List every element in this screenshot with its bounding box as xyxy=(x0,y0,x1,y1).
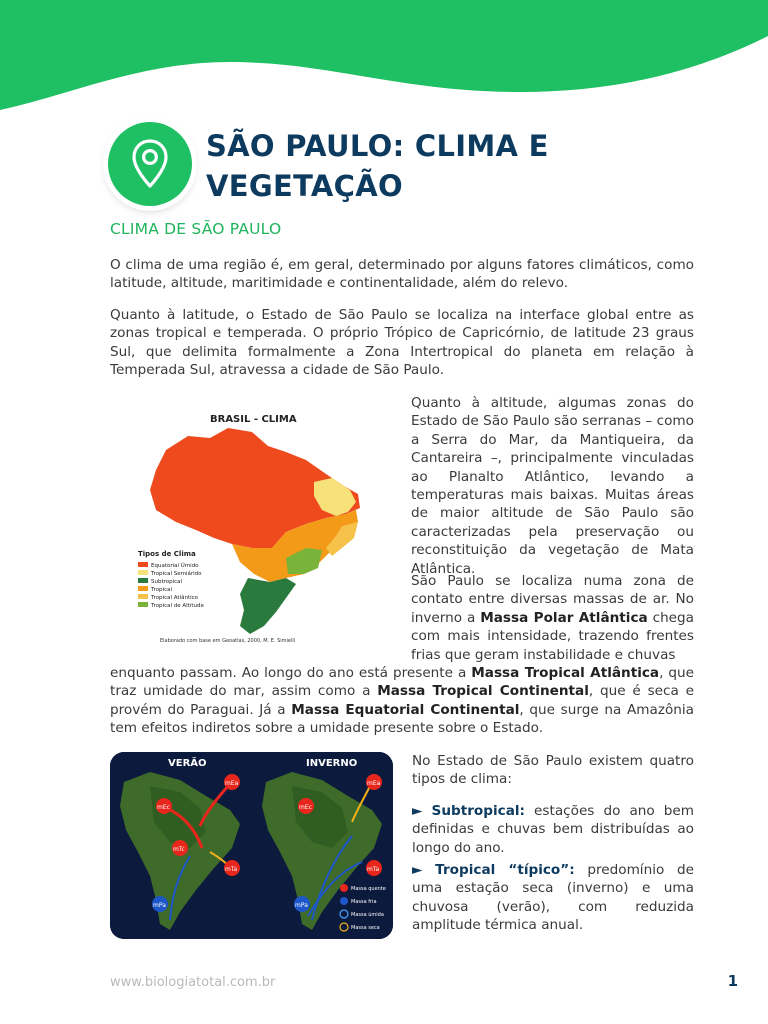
text-span: , que surge na Amazônia tem efeitos indiretos sobre a umidade presente sobre o Estado. xyxy=(110,701,694,737)
legend-label: Tropical xyxy=(151,587,172,593)
brazil-climate-map xyxy=(136,398,368,650)
term-tropical-continental: Massa Tropical Continental xyxy=(377,683,589,700)
header-wave xyxy=(0,0,768,140)
text-span: , que é seca e provém do Paraguai. Já a xyxy=(110,683,694,718)
legend-title: Tipos de Clima xyxy=(138,550,196,558)
bullet-text: predomínio de uma estação seca (inverno) e uma chuvosa (verão), com reduzida amplitude térmica anual. xyxy=(412,862,694,934)
text-span: , que traz umidade do mar, assim como a xyxy=(110,665,695,700)
bullet-marker: ► xyxy=(412,803,423,819)
section-heading: CLIMA DE SÃO PAULO xyxy=(110,220,282,238)
mass-label: mEa xyxy=(225,780,239,787)
legend-label: Massa úmida xyxy=(351,912,384,918)
paragraph-latitude: Quanto à latitude, o Estado de São Paulo se localiza na interface global entre as zonas tropical e temperada. O próprio Trópico de Capricórnio, de latitude 23 graus Sul, que delimita formalmente a Zona Intertropical do planeta em relação à Temperada Sul, atravessa a cidade de São Paulo. xyxy=(110,307,694,379)
text-span: São Paulo se localiza numa zona de contato entre diversas massas de ar. No inverno a xyxy=(411,573,694,626)
legend-label: Equatorial Úmido xyxy=(151,563,199,569)
term-polar-atlantic: Massa Polar Atlântica xyxy=(480,609,648,626)
mass-label: mPa xyxy=(295,902,308,909)
bullet-title: Subtropical: xyxy=(431,803,525,819)
paragraph-climate-types: No Estado de São Paulo existem quatro tipos de clima: xyxy=(412,753,694,788)
air-masses-map xyxy=(110,752,393,939)
text-span: enquanto passam. Ao longo do ano está presente a xyxy=(110,665,472,681)
term-equatorial-continental: Massa Equatorial Continental xyxy=(291,701,520,718)
page-number: 1 xyxy=(727,972,738,990)
mass-label: mEa xyxy=(367,780,381,787)
bullet-tropical xyxy=(412,861,694,935)
legend-label: Tropical Semiárido xyxy=(151,571,202,577)
legend-label: Tropical de Altitude xyxy=(151,603,204,609)
summer-label: VERÃO xyxy=(168,758,207,769)
mass-label: mTa xyxy=(225,866,238,873)
paragraph-air-masses-intro xyxy=(411,572,694,664)
term-tropical-atlantic: Massa Tropical Atlântica xyxy=(471,665,660,681)
bullet-title: Tropical “típico”: xyxy=(435,862,575,878)
legend-label: Massa quente xyxy=(351,886,386,892)
map-title: BRASIL - CLIMA xyxy=(210,414,297,425)
legend-label: Tropical Atlântico xyxy=(151,595,199,601)
title-line-1: SÃO PAULO: CLIMA E xyxy=(206,129,549,163)
location-pin-badge xyxy=(108,122,192,206)
bullet-text: estações do ano bem definidas e chuvas bem distribuídas ao longo do ano. xyxy=(412,803,694,856)
mass-label: mEc xyxy=(299,804,312,811)
mass-label: mTc xyxy=(173,846,185,853)
legend-label: Subtropical xyxy=(151,579,183,585)
text-span: chega com mais intensidade, trazendo frentes frias que geram instabilidade e chuvas xyxy=(411,609,695,663)
paragraph-factors: O clima de uma região é, em geral, determinado por alguns fatores climáticos, como latitude, altitude, maritimidade e continentalidade, além do relevo. xyxy=(110,257,694,292)
legend-label: Massa seca xyxy=(351,925,380,931)
bullet-marker: ► xyxy=(412,862,423,878)
paragraph-altitude: Quanto à altitude, algumas zonas do Estado de São Paulo são serranas – como a Serra do Mar, da Mantiqueira, da Cantareira –, principalmente vinculadas ao Planalto Atlântico, levando a temperaturas mais baixas. Muitas áreas de maior altitude de São Paulo são caracterizadas pela preservação ou reconstituição da vegetação de Mata Atlântica. xyxy=(411,395,694,577)
footer-website-link[interactable]: www.biologiatotal.com.br xyxy=(110,975,276,990)
title-line-2: VEGETAÇÃO xyxy=(206,169,403,203)
page-title xyxy=(206,126,686,206)
map-credit: Elaborado com base em Geoatlas, 2000, M. E. Simielli xyxy=(160,638,296,644)
mass-label: mEc xyxy=(157,804,170,811)
winter-label: INVERNO xyxy=(306,758,358,769)
brazil-climate-map-graphic xyxy=(136,398,368,650)
location-pin-icon xyxy=(130,138,170,190)
air-masses-map-graphic xyxy=(110,752,393,939)
legend-label: Massa fria xyxy=(351,899,377,905)
bullet-subtropical xyxy=(412,802,694,857)
mass-label: mTa xyxy=(367,866,380,873)
paragraph-air-masses xyxy=(110,664,694,738)
mass-label: mPa xyxy=(153,902,166,909)
